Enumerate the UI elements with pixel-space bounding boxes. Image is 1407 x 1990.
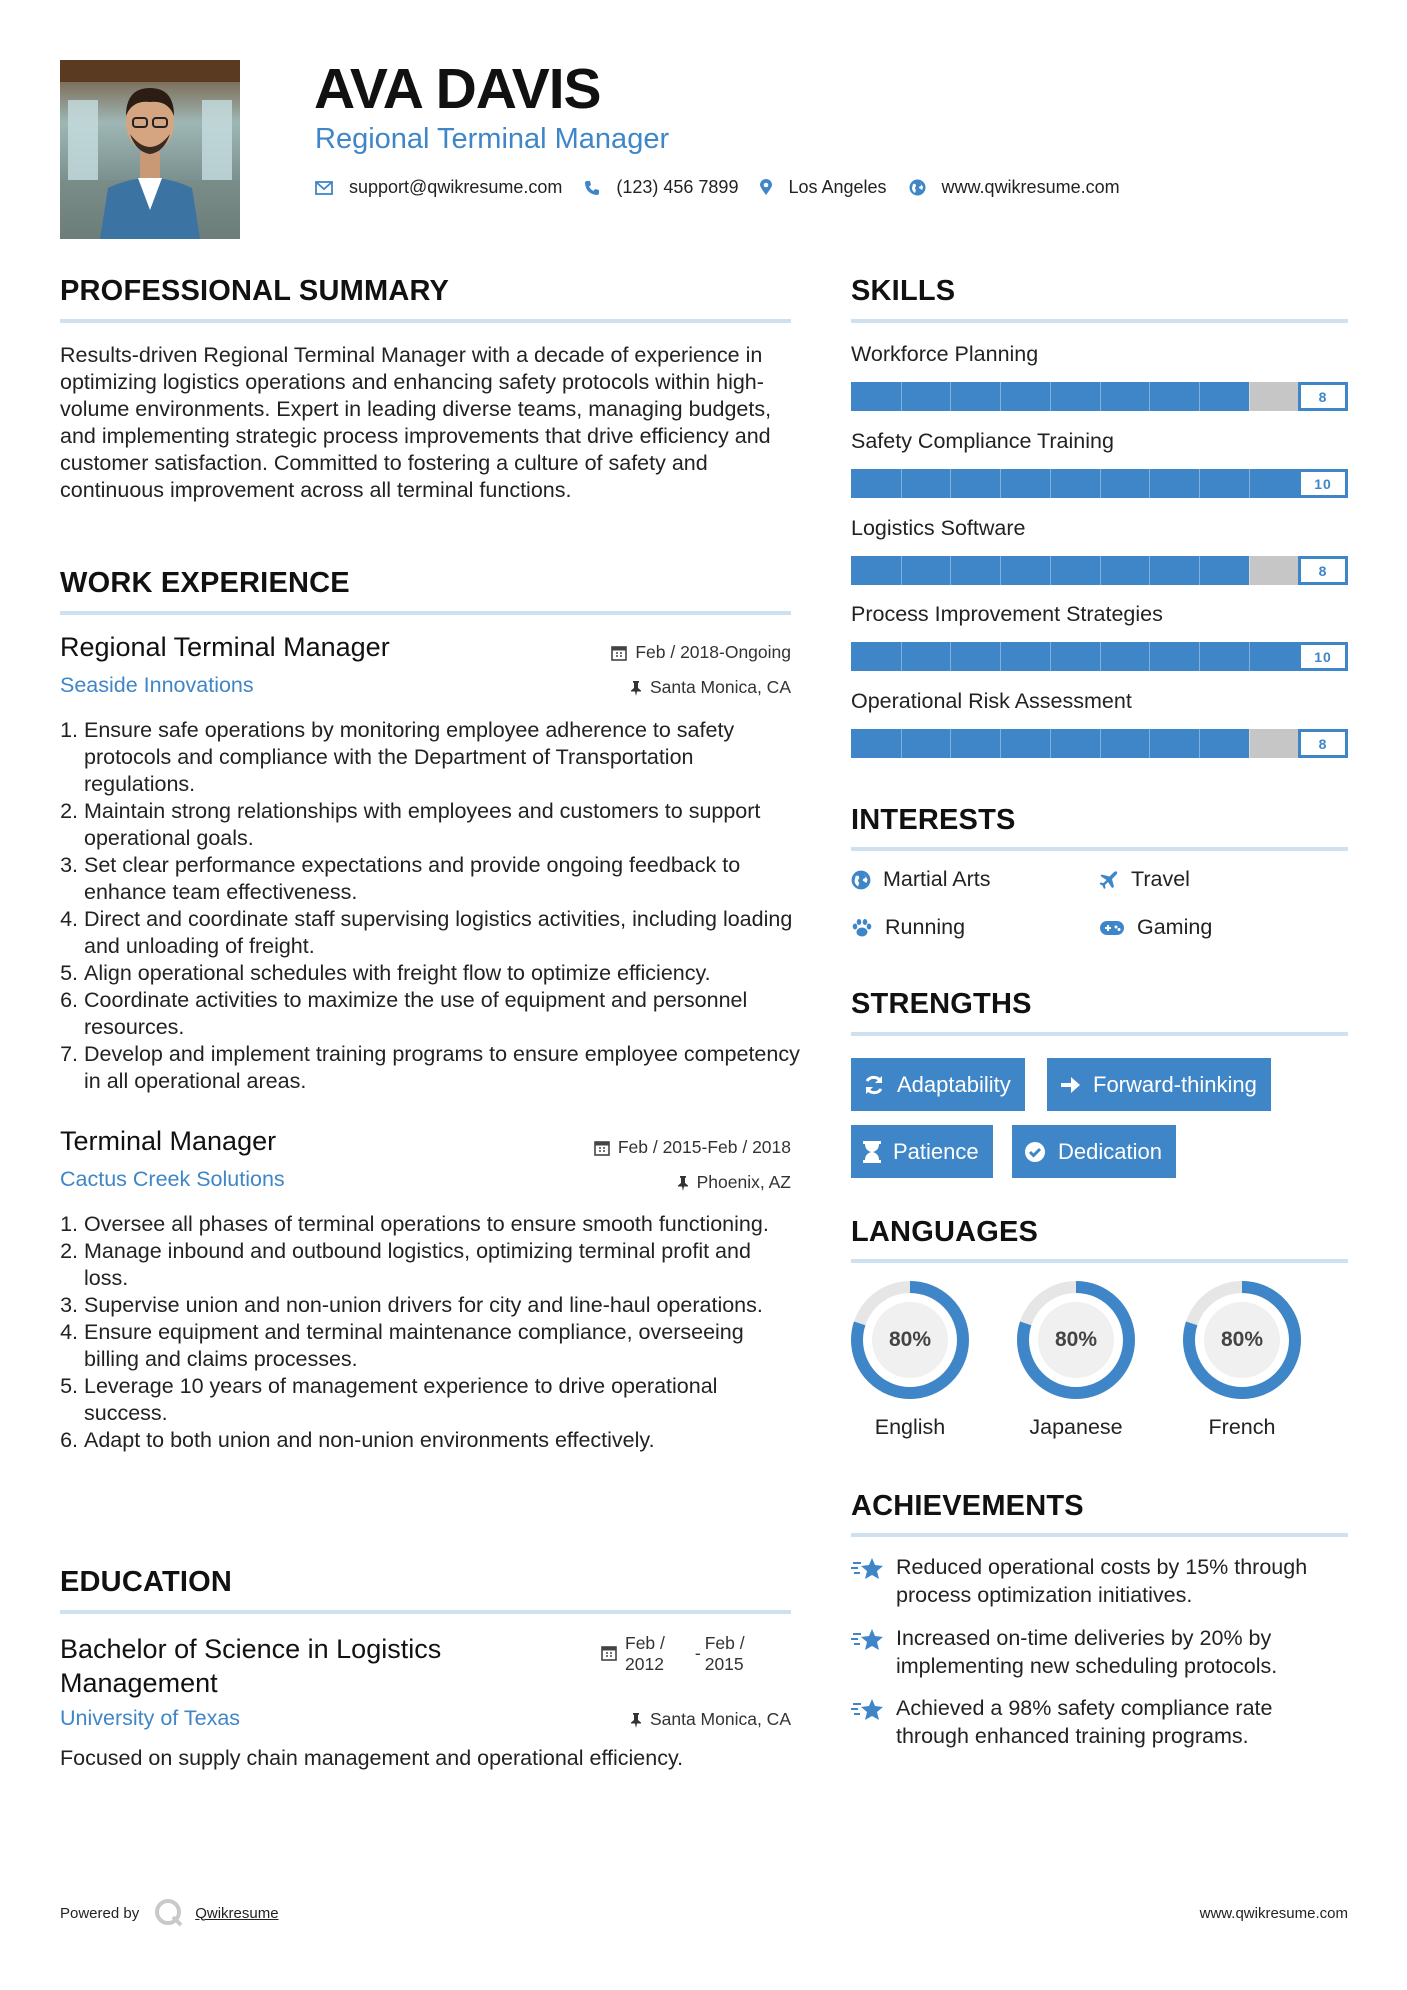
list-item: 5. Align operational schedules with freight flow to optimize efficiency.	[60, 961, 711, 985]
language-item	[1181, 1279, 1303, 1440]
skill-segment	[1050, 642, 1051, 671]
contact-phone[interactable]	[584, 177, 738, 198]
job-company: Seaside Innovations	[60, 673, 254, 697]
strength-badge: Dedication	[1012, 1125, 1176, 1178]
skill-score: 10	[1298, 469, 1348, 498]
strengths-heading: STRENGTHS	[851, 988, 1032, 1020]
skill-bar	[851, 642, 1348, 671]
candidate-name: AVA DAVIS	[314, 57, 601, 121]
skill-score: 8	[1298, 382, 1348, 411]
skill-segment	[950, 642, 951, 671]
skill-segment	[1050, 382, 1051, 411]
skill-segment	[1100, 382, 1101, 411]
skill-segment	[1149, 469, 1150, 498]
summary-heading: PROFESSIONAL SUMMARY	[60, 275, 450, 307]
job-location: Santa Monica, CA	[630, 677, 791, 698]
skill-score: 10	[1298, 642, 1348, 671]
skill-segment	[950, 729, 951, 758]
list-item: 1. Ensure safe operations by monitoring employee adherence to safety protocols and compliance with the Department of Transportation regulations.	[60, 718, 735, 796]
interest-item: Running	[851, 915, 965, 940]
qwikresume-logo-icon	[153, 1897, 185, 1929]
achievements-divider	[851, 1533, 1348, 1537]
skill-bar	[851, 556, 1348, 585]
skill-segment	[901, 556, 902, 585]
job-dates: Feb / 2015-Feb / 2018	[594, 1137, 791, 1158]
skill-segment	[1249, 382, 1250, 411]
skill-segment	[1199, 469, 1200, 498]
skill-segment	[1000, 729, 1001, 758]
list-item: 3. Supervise union and non-union drivers for city and line-haul operations.	[60, 1293, 763, 1317]
profile-photo	[60, 60, 240, 239]
skill-segment	[901, 469, 902, 498]
qwikresume-link[interactable]: Qwikresume	[195, 1904, 279, 1922]
skill-segment	[950, 556, 951, 585]
skill-score: 8	[1298, 556, 1348, 585]
calendar-icon	[611, 645, 627, 661]
interest-item: Gaming	[1099, 915, 1212, 940]
email-text: support@qwikresume.com	[349, 177, 563, 197]
strength-badge: Adaptability	[851, 1058, 1025, 1111]
list-item: 4. Ensure equipment and terminal maintenance compliance, overseeing billing and claims processes.	[60, 1320, 744, 1371]
list-item: 6. Coordinate activities to maximize the use of equipment and personnel resources.	[60, 988, 748, 1039]
globe-icon	[851, 870, 871, 890]
footer-url[interactable]: www.qwikresume.com	[1199, 1905, 1348, 1922]
skill-bar	[851, 729, 1348, 758]
plane-icon	[1099, 870, 1119, 890]
languages-heading: LANGUAGES	[851, 1216, 1039, 1248]
skill-segment	[1000, 382, 1001, 411]
language-name: French	[1208, 1415, 1276, 1439]
skill-label: Logistics Software	[851, 516, 1026, 540]
refresh-icon	[863, 1074, 885, 1096]
skill-segment	[1000, 642, 1001, 671]
education-location: Santa Monica, CA	[630, 1709, 791, 1730]
skill-label: Safety Compliance Training	[851, 429, 1114, 453]
skill-segment	[1100, 469, 1101, 498]
skill-segment	[1050, 556, 1051, 585]
skill-segment	[1149, 729, 1150, 758]
skills-heading: SKILLS	[851, 275, 956, 307]
website-text: www.qwikresume.com	[941, 177, 1120, 197]
job-title: Regional Terminal Manager	[60, 632, 390, 662]
shooting-star-icon	[851, 1555, 885, 1583]
language-item	[1015, 1279, 1137, 1440]
skill-segment	[1000, 469, 1001, 498]
language-name: Japanese	[1029, 1415, 1123, 1439]
skill-segment	[1199, 729, 1200, 758]
summary-divider	[60, 319, 791, 323]
interest-item: Martial Arts	[851, 867, 991, 892]
achievements-heading: ACHIEVEMENTS	[851, 1490, 1084, 1522]
job-dates: Feb / 2018-Ongoing	[611, 642, 791, 663]
interest-item: Travel	[1099, 867, 1190, 892]
calendar-icon	[594, 1140, 610, 1156]
skill-bar	[851, 382, 1348, 411]
skill-segment	[1199, 556, 1200, 585]
education-description: Focused on supply chain management and operational efficiency.	[60, 1746, 684, 1770]
contact-email[interactable]	[315, 177, 562, 198]
achievement-item: Reduced operational costs by 15% through process optimization initiatives.	[851, 1553, 1351, 1609]
list-item: 5. Leverage 10 years of management experience to drive operational success.	[60, 1374, 718, 1425]
list-item: 2. Maintain strong relationships with employees and customers to support operational goals.	[60, 799, 761, 850]
strengths-divider	[851, 1032, 1348, 1036]
skill-segment	[950, 382, 951, 411]
location-text: Los Angeles	[788, 177, 887, 197]
achievement-item: Increased on-time deliveries by 20% by implementing new scheduling protocols.	[851, 1624, 1351, 1680]
interests-divider	[851, 847, 1348, 851]
education-heading: EDUCATION	[60, 1566, 233, 1598]
school-name: University of Texas	[60, 1706, 241, 1730]
map-marker-icon	[760, 179, 772, 196]
list-item: 7. Develop and implement training programs to ensure employee competency in all operational areas.	[60, 1042, 800, 1093]
summary-text: Results-driven Regional Terminal Manager with a decade of experience in optimizing logistics operations and enhancing safety protocols within high-volume environments. Expert in leading diverse teams, managing budgets, and implementing strategic process improvements that drive efficiency and customer satisfaction. Committed to fostering a culture of safety and continuous improvement across all terminal functions.	[60, 343, 772, 502]
skill-segment	[1149, 642, 1150, 671]
skill-label: Workforce Planning	[851, 342, 1039, 366]
phone-text: (123) 456 7899	[616, 177, 739, 197]
job-responsibilities	[60, 717, 800, 1095]
skill-segment	[901, 642, 902, 671]
list-item: 6. Adapt to both union and non-union environments effectively.	[60, 1428, 655, 1452]
interests-heading: INTERESTS	[851, 804, 1016, 836]
contact-location	[760, 177, 886, 198]
check-circle-icon	[1024, 1141, 1046, 1163]
job-responsibilities	[60, 1211, 800, 1454]
job-location: Phoenix, AZ	[677, 1172, 791, 1193]
job-title: Terminal Manager	[60, 1126, 277, 1156]
skill-segment	[1249, 556, 1250, 585]
language-percent: 80%	[1054, 1328, 1098, 1351]
skill-segment	[1050, 469, 1051, 498]
shooting-star-icon	[851, 1626, 885, 1654]
skill-segment	[1199, 382, 1200, 411]
skill-segment	[901, 729, 902, 758]
calendar-icon	[601, 1645, 617, 1661]
job-company: Cactus Creek Solutions	[60, 1167, 285, 1191]
globe-icon	[909, 179, 926, 196]
gamepad-icon	[1099, 920, 1125, 936]
contact-website[interactable]	[909, 177, 1120, 198]
skill-segment	[1050, 729, 1051, 758]
phone-icon	[584, 180, 600, 196]
arrow-right-icon	[1059, 1075, 1081, 1095]
skill-score: 8	[1298, 729, 1348, 758]
skill-segment	[1249, 642, 1250, 671]
skill-label: Operational Risk Assessment	[851, 689, 1132, 713]
pin-icon	[630, 680, 642, 696]
paw-icon	[851, 918, 873, 938]
skill-segment	[1199, 642, 1200, 671]
achievement-item: Achieved a 98% safety compliance rate through enhanced training programs.	[851, 1694, 1351, 1750]
skill-segment	[901, 382, 902, 411]
list-item: 3. Set clear performance expectations and provide ongoing feedback to enhance team effectiveness.	[60, 853, 741, 904]
strength-badge: Patience	[851, 1125, 993, 1178]
experience-heading: WORK EXPERIENCE	[60, 567, 350, 599]
list-item: 2. Manage inbound and outbound logistics, optimizing terminal profit and loss.	[60, 1239, 751, 1290]
pin-icon	[677, 1175, 689, 1191]
degree-title: Bachelor of Science in Logistics Management	[60, 1634, 442, 1698]
skill-segment	[1249, 469, 1250, 498]
skills-divider	[851, 319, 1348, 323]
languages-divider	[851, 1259, 1348, 1263]
skill-bar	[851, 469, 1348, 498]
skill-segment	[1100, 556, 1101, 585]
hourglass-icon	[863, 1141, 881, 1163]
language-item	[849, 1279, 971, 1440]
candidate-title: Regional Terminal Manager	[315, 123, 670, 155]
strength-badge: Forward-thinking	[1047, 1058, 1271, 1111]
skill-segment	[1000, 556, 1001, 585]
skill-segment	[950, 469, 951, 498]
language-percent: 80%	[888, 1328, 932, 1351]
shooting-star-icon	[851, 1696, 885, 1724]
list-item: 1. Oversee all phases of terminal operations to ensure smooth functioning.	[60, 1212, 769, 1236]
skill-label: Process Improvement Strategies	[851, 602, 1163, 626]
footer-powered-by: Powered by Qwikresume	[60, 1897, 279, 1929]
skill-segment	[1100, 642, 1101, 671]
skill-segment	[1149, 382, 1150, 411]
language-percent: 80%	[1220, 1328, 1264, 1351]
language-name: English	[874, 1415, 946, 1439]
skill-segment	[1149, 556, 1150, 585]
education-dates: Feb / 2012 - Feb / 2015	[601, 1633, 745, 1675]
contact-bar	[315, 177, 1142, 198]
education-divider	[60, 1610, 791, 1614]
envelope-icon	[315, 181, 333, 195]
experience-divider	[60, 611, 791, 615]
list-item: 4. Direct and coordinate staff supervising logistics activities, including loading and unloading of freight.	[60, 907, 793, 958]
pin-icon	[630, 1712, 642, 1728]
skill-segment	[1100, 729, 1101, 758]
skill-segment	[1249, 729, 1250, 758]
